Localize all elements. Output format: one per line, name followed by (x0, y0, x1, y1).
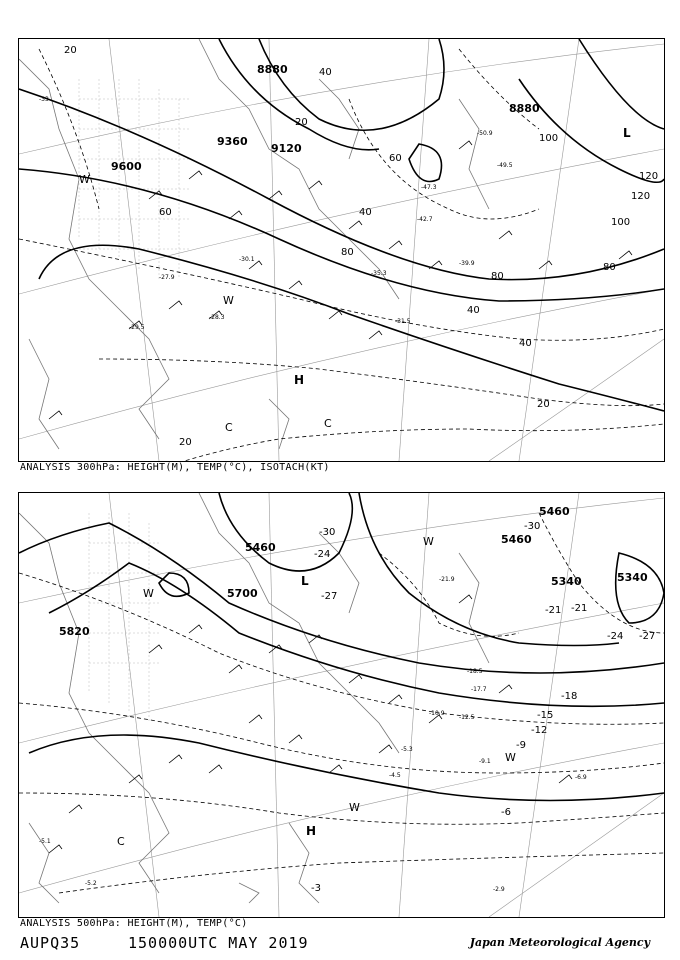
chart-500hpa (18, 492, 665, 918)
caption-300hpa: ANALYSIS 300hPa: HEIGHT(M), TEMP(°C), ISOTACH(KT) (20, 462, 330, 473)
low-pressure-symbol: L (623, 126, 631, 140)
bulletin-code: AUPQ35 (20, 934, 81, 952)
temp-value: -21.9 (439, 576, 455, 583)
isotherm-label: -18 (561, 691, 578, 702)
height-label: 5340 (551, 575, 582, 588)
warm-center-symbol: W (223, 294, 234, 307)
temp-value: -30.1 (239, 256, 255, 263)
temp-value: -6.9 (575, 774, 587, 781)
height-label: 8880 (257, 63, 288, 76)
height-label: 5340 (617, 571, 648, 584)
high-pressure-symbol: H (294, 373, 305, 387)
temp-value: -31.5 (395, 318, 411, 325)
warm-center-symbol: W (349, 801, 360, 814)
valid-time: 150000UTC MAY 2019 (128, 934, 309, 952)
temp-value: -5.1 (39, 838, 51, 845)
height-label: 9360 (217, 135, 248, 148)
isotherm-label: -30 (524, 521, 541, 532)
isotach-label: 60 (389, 153, 402, 164)
height-label: 9600 (111, 160, 142, 173)
coastlines (19, 493, 489, 903)
high-pressure-symbol: H (306, 824, 317, 838)
height-label: 8880 (509, 102, 540, 115)
low-pressure-symbol: L (301, 574, 309, 588)
isotherm-label: -6 (501, 807, 511, 818)
map-500hpa-svg (19, 493, 664, 917)
isotherm-label: -12 (531, 725, 548, 736)
isotach-label: 40 (319, 67, 332, 78)
warm-center-symbol: W (423, 535, 434, 548)
temp-value: -29.5 (129, 324, 145, 331)
temp-value: -28.3 (209, 314, 225, 321)
warm-center-symbol: W (505, 751, 516, 764)
temp-value: -9.1 (479, 758, 491, 765)
isotherm-label: -15 (537, 710, 554, 721)
height-contours (19, 493, 664, 801)
isotach-label: 80 (603, 262, 616, 273)
isotherm-label: -21 (571, 603, 588, 614)
warm-center-symbol: W (143, 587, 154, 600)
isotherm-label: -3 (311, 883, 321, 894)
cold-center-symbol: C (225, 421, 233, 434)
isotach-label: 20 (64, 45, 77, 56)
isotherm-label: -24 (607, 631, 624, 642)
isotherm-label: -24 (314, 549, 331, 560)
height-label: 5820 (59, 625, 90, 638)
temp-value: -10.9 (429, 710, 445, 717)
isotach-label: 100 (611, 217, 631, 228)
isotach-label: 80 (491, 271, 504, 282)
isotach-label: 120 (631, 191, 651, 202)
cold-center-symbol: C (324, 417, 332, 430)
height-label: 5700 (227, 587, 258, 600)
map-300hpa-svg (19, 39, 664, 461)
isotherm-label: -27 (639, 631, 656, 642)
isotherm-contours (19, 513, 664, 893)
temp-value: -47.3 (421, 184, 437, 191)
temp-value: -12.5 (459, 714, 475, 721)
isotach-label: 60 (159, 207, 172, 218)
temp-value: -4.5 (389, 772, 401, 779)
isotach-label: 100 (539, 133, 559, 144)
temp-value: -39.9 (459, 260, 475, 267)
temp-value: -18.5 (467, 668, 483, 675)
isotach-label: 80 (341, 247, 354, 258)
isotherm-label: -21 (545, 605, 562, 616)
isotach-label: 20 (295, 117, 308, 128)
isotach-label: 40 (359, 207, 372, 218)
temp-value: -27.9 (159, 274, 175, 281)
isotherm-label: -9 (516, 740, 526, 751)
temp-value: -5.3 (401, 746, 413, 753)
coastlines (19, 39, 489, 449)
isotherm-label: -30 (319, 527, 336, 538)
temp-value: -33 (39, 96, 49, 103)
height-label: 9120 (271, 142, 302, 155)
temp-value: -42.7 (417, 216, 433, 223)
temp-value: -17.7 (471, 686, 487, 693)
warm-center-symbol: W (79, 173, 90, 186)
height-label: 5460 (501, 533, 532, 546)
chart-300hpa (18, 38, 665, 462)
isotach-label: 20 (537, 399, 550, 410)
isotherm-label: -27 (321, 591, 338, 602)
agency-name: Japan Meteorological Agency (469, 936, 650, 949)
isotach-label: 20 (179, 437, 192, 448)
temp-value: -50.9 (477, 130, 493, 137)
isotach-label: 40 (467, 305, 480, 316)
isotach-label: 120 (639, 171, 659, 182)
cold-center-symbol: C (117, 835, 125, 848)
temp-value: -5.2 (85, 880, 97, 887)
temp-value: -35.3 (371, 270, 387, 277)
height-label: 5460 (245, 541, 276, 554)
isotach-label: 40 (519, 338, 532, 349)
temp-value: -2.9 (493, 886, 505, 893)
caption-500hpa: ANALYSIS 500hPa: HEIGHT(M), TEMP(°C) (20, 918, 248, 929)
height-label: 5460 (539, 505, 570, 518)
temp-value: -49.5 (497, 162, 513, 169)
